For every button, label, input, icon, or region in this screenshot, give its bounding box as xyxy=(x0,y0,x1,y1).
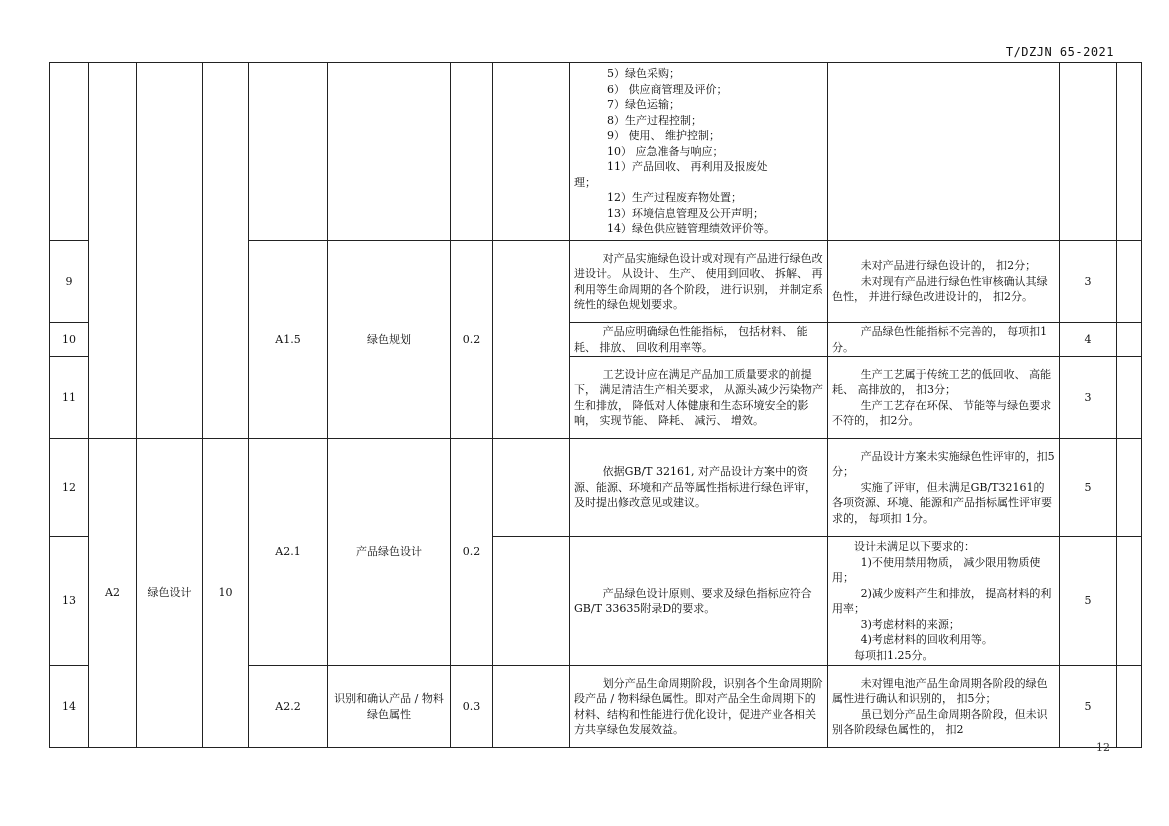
level2-code-cell: A2.2 xyxy=(249,666,328,748)
criteria-item: 未对现有产品进行绿色性审核确认其绿色性， 并进行绿色改进设计的， 扣2分。 xyxy=(832,274,1048,304)
blank-cell xyxy=(493,439,570,537)
level2-name-cell: 识别和确认产品 / 物料绿色属性 xyxy=(328,666,451,748)
score-cell: 5 xyxy=(1060,439,1117,537)
level2-code-cell: A1.5 xyxy=(249,241,328,439)
no-cell xyxy=(50,63,89,241)
remark-cell xyxy=(1117,666,1142,748)
requirement-cell: 依据GB/T 32161, 对产品设计方案中的资源、能源、环境和产品等属性指标进行绿色评审， 及时提出修改意见或建议。 xyxy=(570,439,828,537)
criteria-item: 4)考虑材料的回收利用等。 xyxy=(860,633,993,646)
weight-cell xyxy=(451,63,493,241)
score-cell: 5 xyxy=(1060,537,1117,666)
requirement-item: 11）产品回收、 再利用及报废处 xyxy=(607,160,768,174)
level2-name-cell: 产品绿色设计 xyxy=(328,439,451,666)
weight-cell: 0.3 xyxy=(451,666,493,748)
criteria-item: 2)减少废料产生和排放， 提高材料的利用率； xyxy=(832,586,1052,615)
criteria-item: 生产工艺属于传统工艺的低回收、 高能耗、 高排放的， 扣3分； xyxy=(832,367,1052,396)
blank-cell xyxy=(493,666,570,748)
criteria-item: 未对产品进行绿色设计的， 扣2分； xyxy=(860,259,1037,273)
no-cell: 11 xyxy=(50,357,89,439)
requirement-item: 14）绿色供应链管理绩效评价等。 xyxy=(607,222,775,236)
criteria-cell xyxy=(828,241,1060,323)
criteria-item: 实施了评审，但未满足GB/T32161的各项资源、环境、能源和产品指标属性评审要求的， 每项扣 1分。 xyxy=(832,480,1052,525)
criteria-cell xyxy=(828,537,1060,666)
weight-cell: 0.2 xyxy=(451,439,493,666)
requirement-item: 8）生产过程控制； xyxy=(607,113,702,127)
score-cell: 3 xyxy=(1060,241,1117,323)
page-number: 12 xyxy=(1096,741,1110,754)
requirement-cell: 对产品实施绿色设计或对现有产品进行绿色改进设计。 从设计、 生产、 使用到回收、 拆解、 再利用等生命周期的各个阶段， 进行识别， 并制定系统性的绿色规划要求。 xyxy=(570,241,828,323)
level2-name-cell xyxy=(328,63,451,241)
criteria-item: 1)不使用禁用物质， 减少限用物质使用； xyxy=(832,555,1041,584)
no-cell: 13 xyxy=(50,537,89,666)
level1-name-cell: 绿色设计 xyxy=(137,439,203,748)
level1-code-cell: A2 xyxy=(89,439,137,748)
requirement-cell: 工艺设计应在满足产品加工质量要求的前提下， 满足清洁生产相关要求， 从源头减少污染物产生和排放， 降低对人体健康和生态环境安全的影响， 实现节能、 降耗、 减污、 增效。 xyxy=(570,357,828,439)
score-cell: 4 xyxy=(1060,323,1117,357)
document-code: T/DZJN 65-2021 xyxy=(1005,45,1114,59)
criteria-heading: 设计未满足以下要求的： xyxy=(854,540,975,553)
requirement-item: 13）环境信息管理及公开声明； xyxy=(607,206,764,220)
requirement-cell: 产品绿色设计原则、要求及绿色指标应符合GB/T 33635附录D的要求。 xyxy=(570,537,828,666)
requirement-item: 7）绿色运输； xyxy=(607,98,680,112)
criteria-item: 虽已划分产品生命周期各阶段，但未识别各阶段绿色属性的， 扣2 xyxy=(832,707,1048,736)
blank-cell xyxy=(493,537,570,666)
remark-cell xyxy=(1117,63,1142,241)
criteria-cell xyxy=(828,357,1060,439)
remark-cell xyxy=(1117,323,1142,357)
requirement-item: 理； xyxy=(574,175,596,189)
remark-cell xyxy=(1117,241,1142,323)
level1-name-cell xyxy=(137,63,203,439)
criteria-item: 生产工艺存在环保、 节能等与绿色要求不符的， 扣2分。 xyxy=(832,398,1052,427)
level1-score-cell: 10 xyxy=(203,439,249,748)
requirement-item: 10） 应急准备与响应； xyxy=(607,144,724,158)
level1-code-cell xyxy=(89,63,137,439)
level2-code-cell xyxy=(249,63,328,241)
blank-cell xyxy=(493,63,570,241)
criteria-item: 产品绿色性能指标不完善的， 每项扣1分。 xyxy=(832,325,1048,354)
remark-cell xyxy=(1117,439,1142,537)
no-cell: 12 xyxy=(50,439,89,537)
level1-score-cell xyxy=(203,63,249,439)
criteria-cell xyxy=(828,439,1060,537)
no-cell: 10 xyxy=(50,323,89,357)
requirement-item: 9） 使用、 维护控制； xyxy=(607,129,720,143)
requirement-item: 6） 供应商管理及评价； xyxy=(607,82,728,96)
remark-cell xyxy=(1117,357,1142,439)
score-cell: 5 xyxy=(1060,666,1117,748)
requirement-item: 12）生产过程废弃物处置； xyxy=(607,191,742,205)
no-cell: 9 xyxy=(50,241,89,323)
requirement-item: 5）绿色采购； xyxy=(607,67,680,81)
criteria-item: 未对锂电池产品生命周期各阶段的绿色属性进行确认和识别的， 扣5分； xyxy=(832,676,1048,705)
score-cell xyxy=(1060,63,1117,241)
remark-cell xyxy=(1117,537,1142,666)
level2-name-cell: 绿色规划 xyxy=(328,241,451,439)
table-row xyxy=(50,63,1142,241)
level2-code-cell: A2.1 xyxy=(249,439,328,666)
criteria-tail: 每项扣1.25分。 xyxy=(854,648,934,662)
blank-cell xyxy=(493,241,570,439)
criteria-cell xyxy=(828,323,1060,357)
weight-cell: 0.2 xyxy=(451,241,493,439)
criteria-item: 产品设计方案未实施绿色性评审的，扣5分； xyxy=(832,449,1055,479)
evaluation-table xyxy=(49,62,1142,748)
criteria-item: 3)考虑材料的来源； xyxy=(860,617,960,631)
no-cell: 14 xyxy=(50,666,89,748)
requirement-cell: 划分产品生命周期阶段，识别各个生命周期阶段产品 / 物料绿色属性。即对产品全生命周期下的材料、结构和性能进行优化设计，促进产业各相关方共享绿色发展效益。 xyxy=(570,666,828,748)
criteria-cell xyxy=(828,63,1060,241)
requirement-cell xyxy=(570,63,828,241)
table-row xyxy=(50,439,1142,537)
score-cell: 3 xyxy=(1060,357,1117,439)
criteria-cell xyxy=(828,666,1060,748)
requirement-cell: 产品应明确绿色性能指标， 包括材料、 能耗、 排放、 回收利用率等。 xyxy=(570,323,828,357)
